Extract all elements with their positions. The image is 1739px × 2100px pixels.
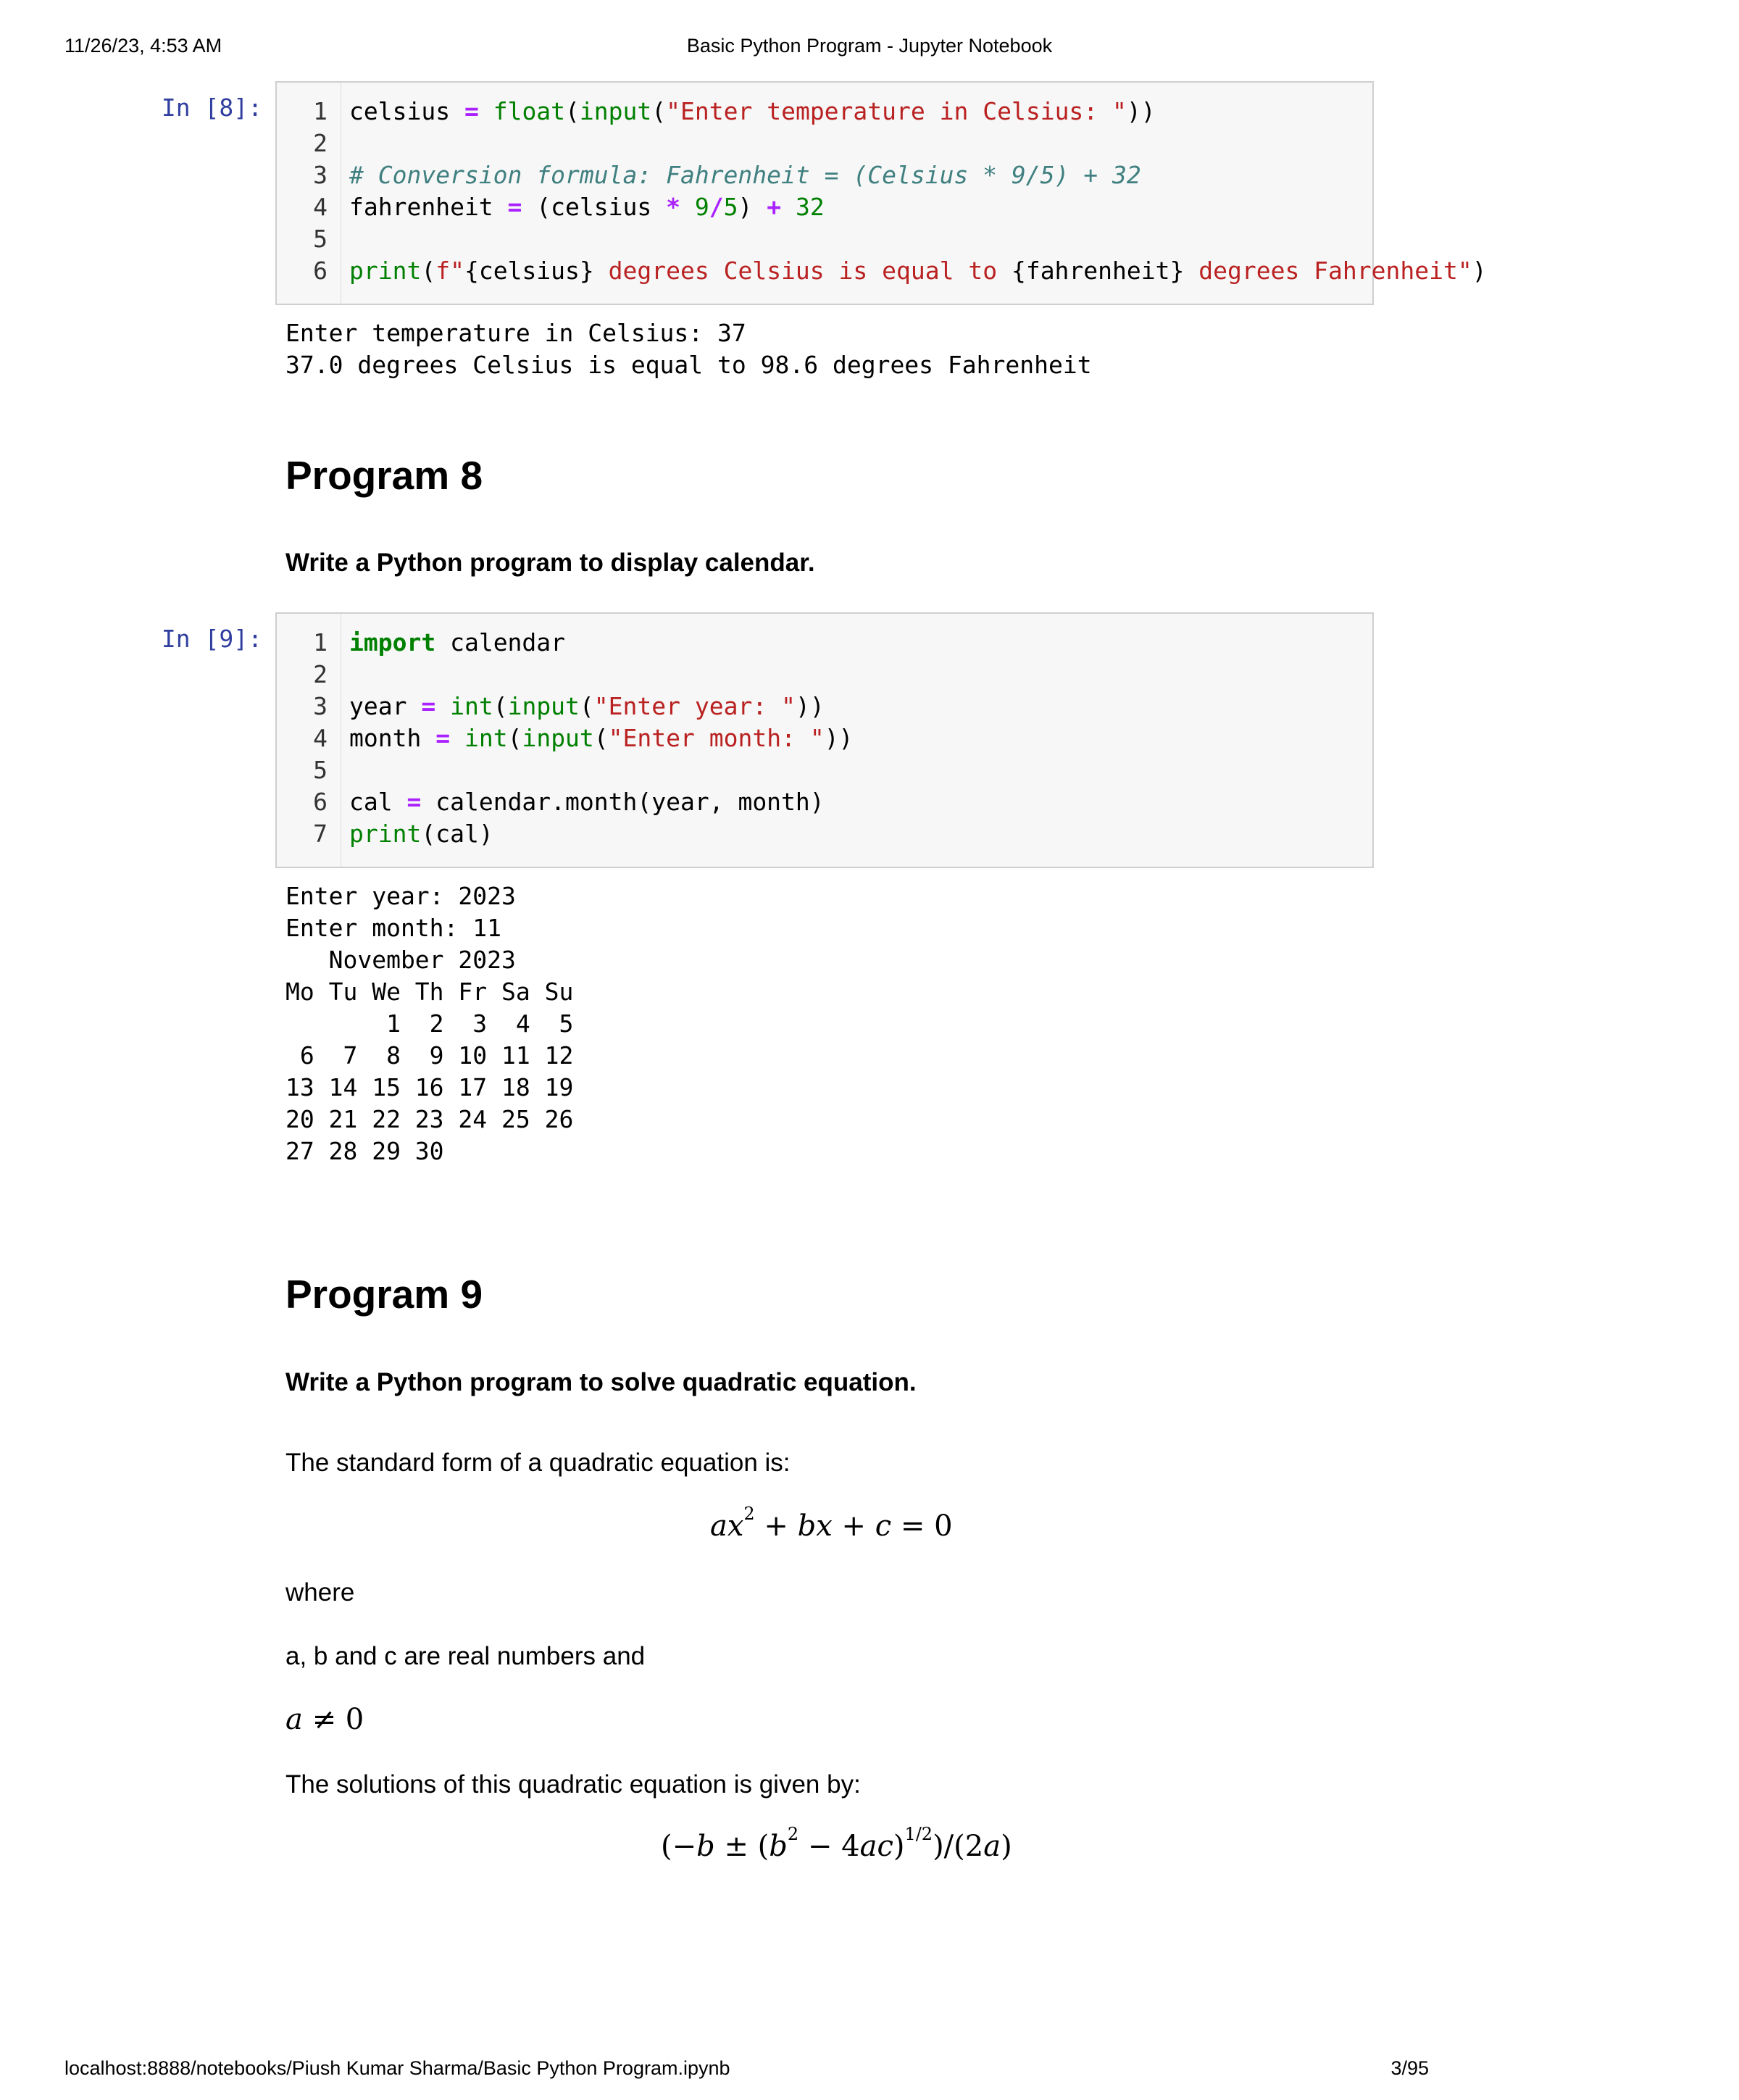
cell-prompt: In [8]: <box>161 93 262 122</box>
code-line: import calendar <box>349 628 566 657</box>
cell-prompt: In [9]: <box>161 625 262 653</box>
quadratic-equation: $ax^2$ + bx + c = 0 <box>710 1504 953 1543</box>
line-number: 5 <box>313 756 328 784</box>
print-title: Basic Python Program - Jupyter Notebook <box>686 35 1053 57</box>
program-heading: Program 9 <box>285 1272 483 1317</box>
code-line: cal = calendar.month(year, month) <box>349 788 825 816</box>
code-line: month = int(input("Enter month: ")) <box>349 724 854 752</box>
code-cell[interactable] <box>275 612 1374 868</box>
line-number: 4 <box>313 193 328 221</box>
line-number: 1 <box>313 97 328 125</box>
line-number: 3 <box>313 161 328 189</box>
line-number: 6 <box>313 257 328 285</box>
line-number: 6 <box>313 788 328 816</box>
program-heading: Program 8 <box>285 453 483 498</box>
code-line: year = int(input("Enter year: ")) <box>349 692 825 720</box>
line-number: 4 <box>313 724 328 752</box>
line-number: 7 <box>313 820 328 848</box>
real-numbers-text: a, b and c are real numbers and <box>285 1642 646 1670</box>
line-number: 5 <box>313 225 328 253</box>
code-comment: # Conversion formula: Fahrenheit = (Celsius * 9/5) + 32 <box>349 161 1141 189</box>
solutions-text: The solutions of this quadratic equation is given by: <box>285 1770 861 1799</box>
cell-output: Enter year: 2023 Enter month: 11 November 2023 Mo Tu We Th Fr Sa Su 1 2 3 4 5 6 7 8 9 10 11 12 13 14 15 16 17 18 19 20 21 22 23 24 25 26 27 28 29 30 <box>285 882 574 1165</box>
code-line: print(f"{celsius} degrees Celsius is equal to {fahrenheit} degrees Fahrenheit") <box>349 257 1487 285</box>
code-line: fahrenheit = (celsius * 9/5) + 32 <box>349 193 825 221</box>
line-number: 1 <box>313 628 328 657</box>
line-number: 2 <box>313 660 328 688</box>
line-number: 2 <box>313 129 328 157</box>
print-datetime: 11/26/23, 4:53 AM <box>64 35 222 57</box>
program-task: Write a Python program to solve quadratic equation. <box>285 1368 917 1396</box>
page-number: 3/95 <box>1390 2057 1429 2079</box>
quadratic-solution-formula: $(-b \pm (b^2 - 4ac)^{1/2})/(2a)$ <box>661 1824 1012 1863</box>
code-cell[interactable] <box>275 81 1487 305</box>
code-line: celsius = float(input("Enter temperature in Celsius: ")) <box>349 97 1156 125</box>
where-text: where <box>285 1578 355 1607</box>
code-line: print(cal) <box>349 820 493 848</box>
cell-output: Enter temperature in Celsius: 37 37.0 degrees Celsius is equal to 98.6 degrees Fahrenheit <box>285 319 1092 379</box>
a-not-zero-equation: a ≠ 0 <box>285 1703 364 1736</box>
print-url: localhost:8888/notebooks/Piush Kumar Sharma/Basic Python Program.ipynb <box>64 2057 730 2079</box>
standard-form-text: The standard form of a quadratic equation is: <box>285 1449 791 1477</box>
program-task: Write a Python program to display calendar. <box>285 549 815 577</box>
line-number: 3 <box>313 692 328 720</box>
